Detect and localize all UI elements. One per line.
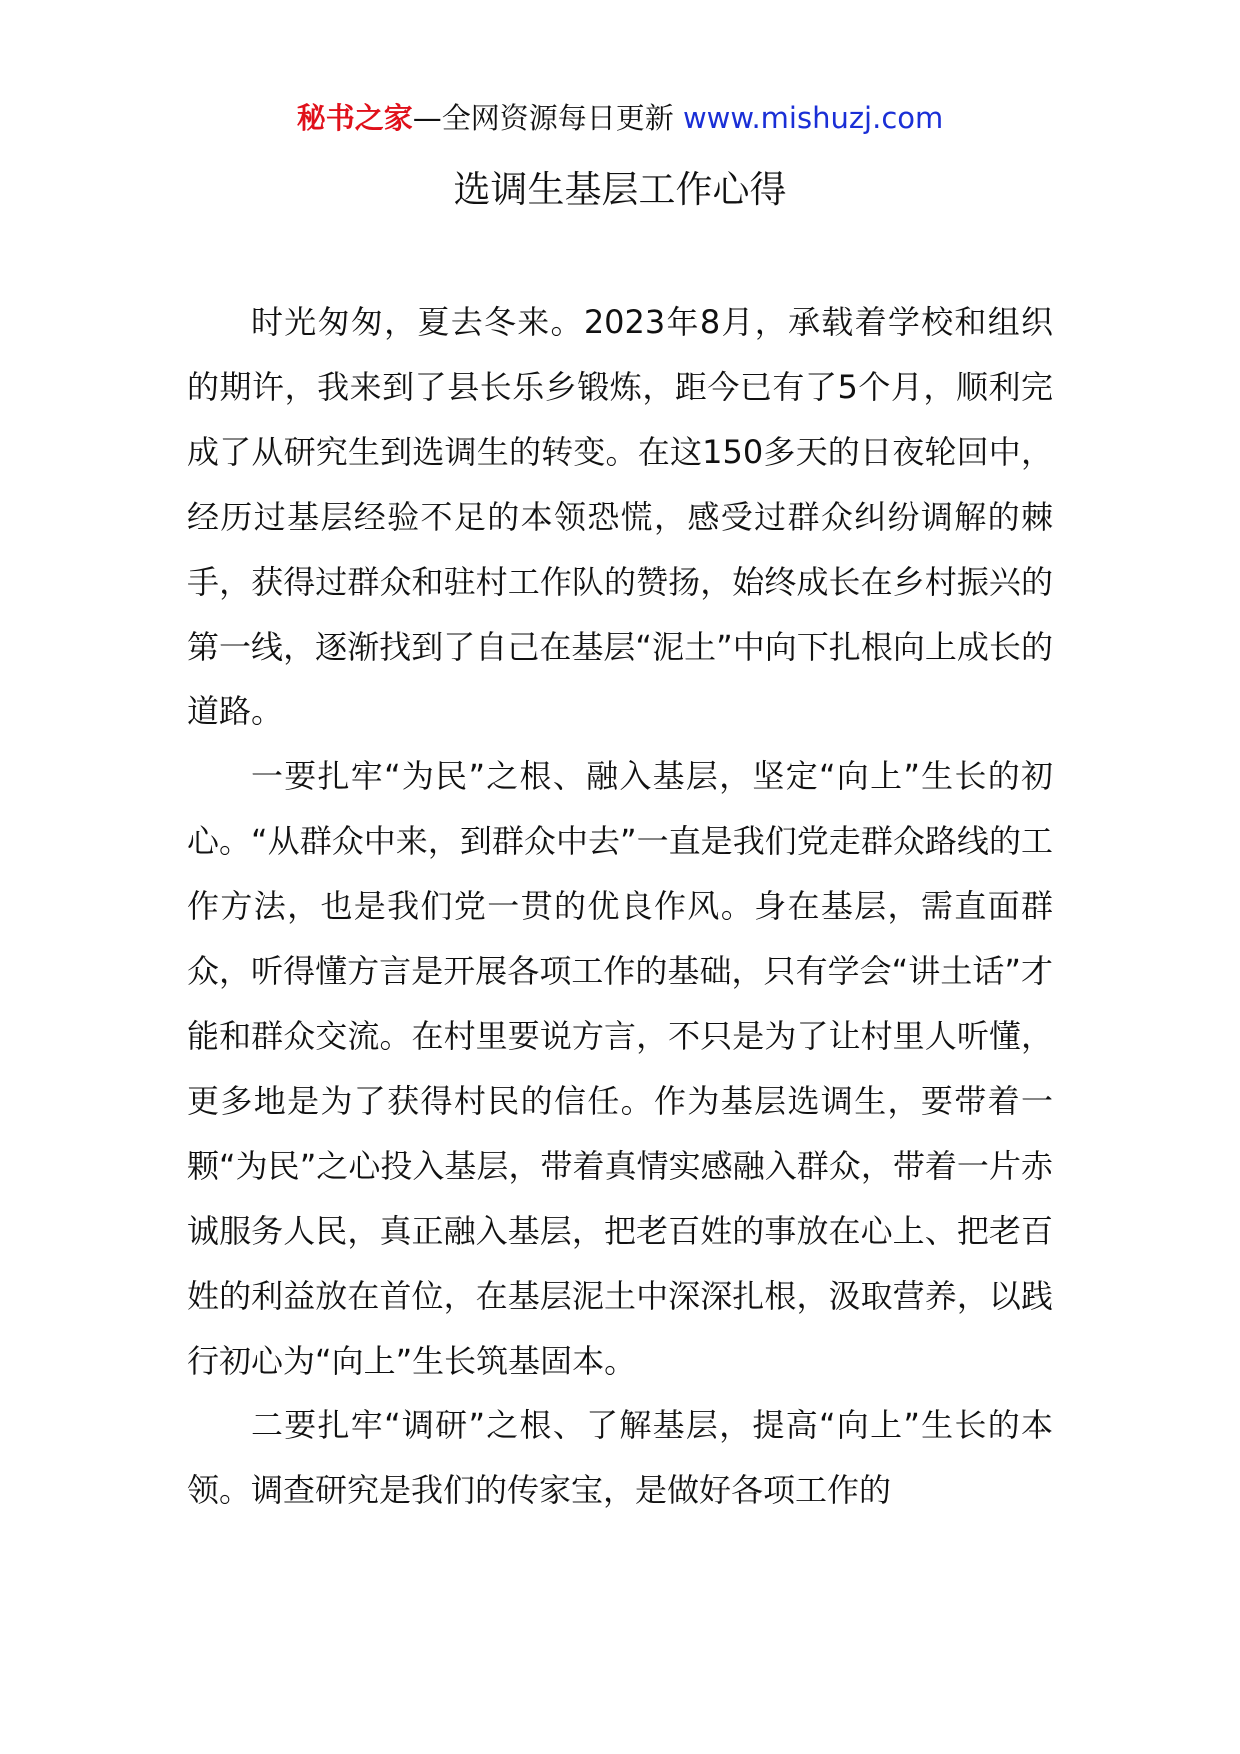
paragraph: 二要扎牢“调研”之根、了解基层，提高“向上”生长的本领。调查研究是我们的传家宝，是做好各项工作的 <box>187 1406 1053 1510</box>
brand-name: 秘书之家 <box>296 101 413 135</box>
document-title: 选调生基层工作心得 <box>453 168 787 211</box>
paragraph: 时光匆匆，夏去冬来。2023年8月，承载着学校和组织的期许，我来到了县长乐乡锻炼，距今已有了5个月，顺利完成了从研究生到选调生的转变。在这150多天的日夜轮回中，经历过基层经验不足的本领恐慌，感受过群众纠纷调解的棘手，获得过群众和驻村工作队的赞扬，始终成长在乡村振兴的第一线，逐渐找到了自己在基层“泥土”中向下扎根向上成长的道路。 <box>187 303 1053 731</box>
paragraph: 一要扎牢“为民”之根、融入基层，坚定“向上”生长的初心。“从群众中来，到群众中去”一直是我们党走群众路线的工作方法，也是我们党一贯的优良作风。身在基层，需直面群众，听得懂方言是开展各项工作的基础，只有学会“讲土话”才能和群众交流。在村里要说方言，不只是为了让村里人听懂，更多地是为了获得村民的信任。作为基层选调生，要带着一颗“为民”之心投入基层，带着真情实感融入群众，带着一片赤诚服务人民，真正融入基层，把老百姓的事放在心上、把老百姓的利益放在首位，在基层泥土中深深扎根，汲取营养，以践行初心为“向上”生长筑基固本。 <box>187 757 1053 1380</box>
document-body <box>187 290 1053 1523</box>
header-tagline: —全网资源每日更新 <box>412 101 674 135</box>
site-header <box>0 98 1240 138</box>
site-url[interactable]: www.mishuzj.com <box>682 101 944 135</box>
